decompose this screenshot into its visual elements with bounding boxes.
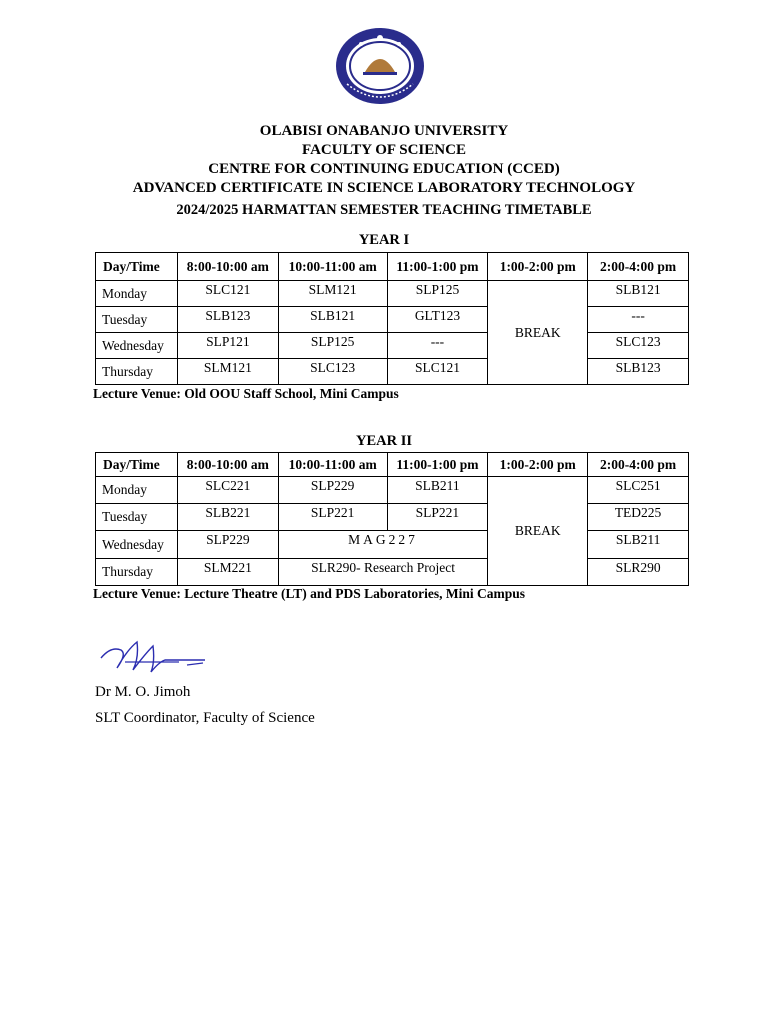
university-name: OLABISI ONABANJO UNIVERSITY xyxy=(259,123,509,139)
course-cell: SLC221 xyxy=(177,477,278,504)
table-row xyxy=(96,307,689,333)
col-time-3: 11:00-1:00 pm xyxy=(387,253,488,281)
faculty-name: FACULTY OF SCIENCE xyxy=(302,142,466,158)
col-time-1: 8:00-10:00 am xyxy=(177,453,278,477)
signatory-name: Dr M. O. Jimoh xyxy=(95,684,191,700)
break-cell: BREAK xyxy=(488,281,588,385)
course-cell: GLT123 xyxy=(387,307,488,333)
table-row xyxy=(96,477,689,504)
year2-title: YEAR II xyxy=(356,433,412,449)
table-row xyxy=(96,531,689,559)
course-cell: SLB123 xyxy=(588,359,689,385)
header-row xyxy=(96,253,689,281)
signature-image xyxy=(97,632,207,678)
course-cell: SLB211 xyxy=(588,531,689,559)
table-row xyxy=(96,333,689,359)
table-row xyxy=(96,359,689,385)
col-time-2: 10:00-11:00 am xyxy=(278,453,387,477)
course-cell: SLC123 xyxy=(278,359,387,385)
day-cell: Tuesday xyxy=(96,307,178,333)
merged-course-cell: MAG227 xyxy=(278,531,488,559)
course-cell: --- xyxy=(387,333,488,359)
day-cell: Monday xyxy=(96,281,178,307)
col-time-4: 1:00-2:00 pm xyxy=(488,453,588,477)
course-cell: SLP125 xyxy=(278,333,387,359)
day-cell: Monday xyxy=(96,477,178,504)
course-cell: SLM221 xyxy=(177,559,278,586)
merged-course-cell: SLR290- Research Project xyxy=(278,559,488,586)
course-cell: SLP221 xyxy=(278,504,387,531)
col-time-2: 10:00-11:00 am xyxy=(278,253,387,281)
course-cell: SLP221 xyxy=(387,504,488,531)
course-cell: SLP229 xyxy=(177,531,278,559)
day-cell: Thursday xyxy=(96,559,178,586)
year1-title: YEAR I xyxy=(358,232,410,248)
course-cell: SLP121 xyxy=(177,333,278,359)
table-row xyxy=(96,281,689,307)
course-cell: SLR290 xyxy=(588,559,689,586)
course-cell: SLB123 xyxy=(177,307,278,333)
programme-name: ADVANCED CERTIFICATE IN SCIENCE LABORATORY TECHNOLOGY xyxy=(132,180,636,196)
year1-venue: Lecture Venue: Old OOU Staff School, Mini Campus xyxy=(93,386,399,401)
day-cell: Tuesday xyxy=(96,504,178,531)
table-row xyxy=(96,559,689,586)
col-day: Day/Time xyxy=(96,253,178,281)
course-cell: SLM121 xyxy=(177,359,278,385)
break-cell: BREAK xyxy=(488,477,588,586)
course-cell: SLB121 xyxy=(278,307,387,333)
col-day: Day/Time xyxy=(96,453,178,477)
course-cell: SLP125 xyxy=(387,281,488,307)
col-time-5: 2:00-4:00 pm xyxy=(588,253,689,281)
course-cell: TED225 xyxy=(588,504,689,531)
col-time-5: 2:00-4:00 pm xyxy=(588,453,689,477)
col-time-4: 1:00-2:00 pm xyxy=(488,253,588,281)
year2-venue: Lecture Venue: Lecture Theatre (LT) and PDS Laboratories, Mini Campus xyxy=(93,586,526,601)
day-cell: Wednesday xyxy=(96,333,178,359)
course-cell: SLB211 xyxy=(387,477,488,504)
header-row xyxy=(96,453,689,477)
day-cell: Wednesday xyxy=(96,531,178,559)
course-cell: SLM121 xyxy=(278,281,387,307)
course-cell: SLC121 xyxy=(387,359,488,385)
table-row xyxy=(96,504,689,531)
course-cell: SLC121 xyxy=(177,281,278,307)
document-header xyxy=(0,122,768,220)
course-cell: SLC251 xyxy=(588,477,689,504)
col-time-1: 8:00-10:00 am xyxy=(177,253,278,281)
course-cell: SLP229 xyxy=(278,477,387,504)
year2-timetable xyxy=(95,452,689,586)
year1-timetable xyxy=(95,252,689,385)
col-time-3: 11:00-1:00 pm xyxy=(387,453,488,477)
course-cell: --- xyxy=(588,307,689,333)
signatory-title: SLT Coordinator, Faculty of Science xyxy=(95,710,315,726)
course-cell: SLB121 xyxy=(588,281,689,307)
timetable-title: 2024/2025 HARMATTAN SEMESTER TEACHING TIMETABLE xyxy=(176,202,592,218)
course-cell: SLC123 xyxy=(588,333,689,359)
day-cell: Thursday xyxy=(96,359,178,385)
university-logo xyxy=(333,26,427,106)
centre-name: CENTRE FOR CONTINUING EDUCATION (CCED) xyxy=(208,161,560,177)
course-cell: SLB221 xyxy=(177,504,278,531)
